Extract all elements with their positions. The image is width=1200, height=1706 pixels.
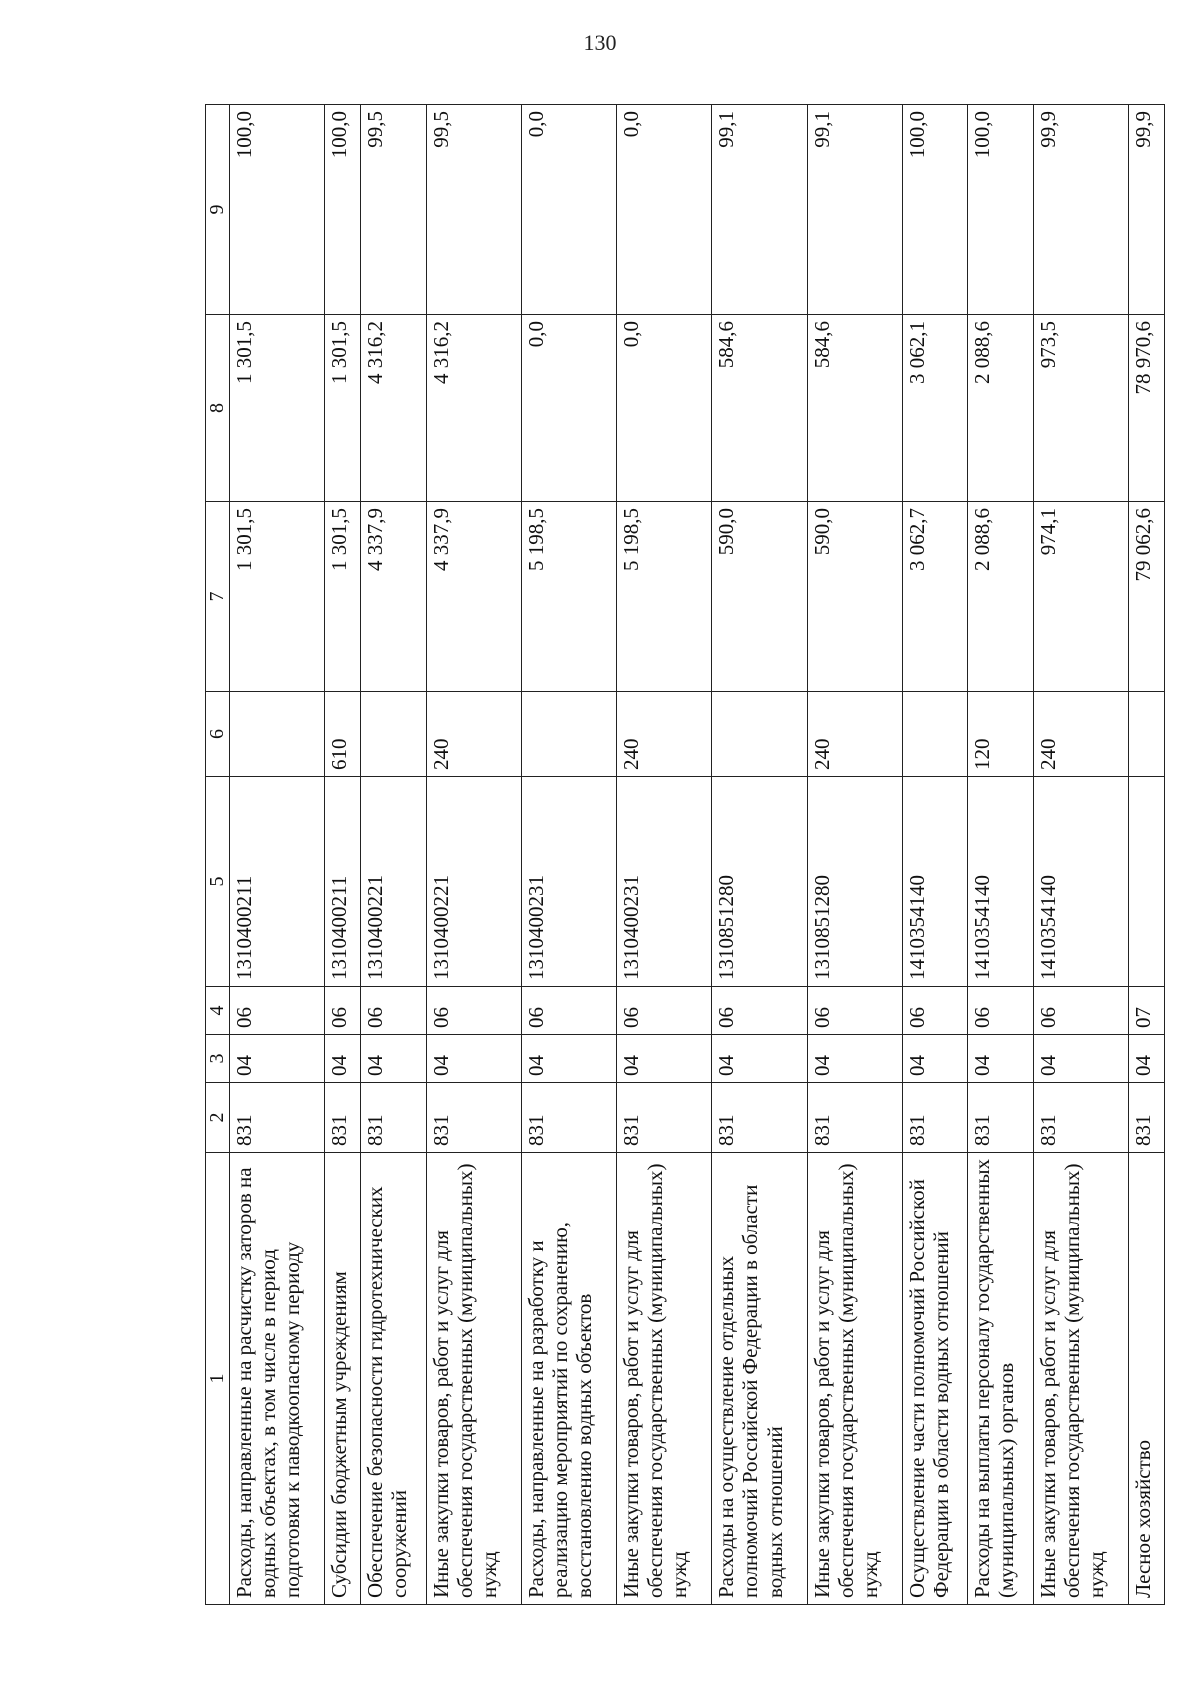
expense-type-cell: 240 <box>807 692 902 777</box>
target-article-cell: 1410354140 <box>902 777 968 987</box>
department-code-cell: 831 <box>1129 1083 1165 1153</box>
description-cell: Расходы, направленные на разработку и реализацию мероприятий по сохранению, восстановлению водных объектов <box>521 1153 616 1605</box>
expense-type-cell: 240 <box>617 692 712 777</box>
section-code-cell: 04 <box>426 1035 521 1083</box>
column-header: 1 <box>206 1153 230 1605</box>
percent-cell: 99,9 <box>1033 105 1128 315</box>
budget-table <box>205 104 1165 1605</box>
expense-type-cell <box>230 692 325 777</box>
actual-amount-cell: 0,0 <box>521 315 616 502</box>
expense-type-cell: 240 <box>1033 692 1128 777</box>
department-code-cell: 831 <box>712 1083 807 1153</box>
target-article-cell: 1310400221 <box>361 777 427 987</box>
section-code-cell: 04 <box>1033 1035 1128 1083</box>
department-code-cell: 831 <box>902 1083 968 1153</box>
subsection-code-cell: 06 <box>325 987 361 1035</box>
percent-cell: 99,5 <box>361 105 427 315</box>
table-row <box>968 105 1034 1605</box>
target-article-cell: 1410354140 <box>1033 777 1128 987</box>
actual-amount-cell: 2 088,6 <box>968 315 1034 502</box>
actual-amount-cell: 3 062,1 <box>902 315 968 502</box>
section-code-cell: 04 <box>968 1035 1034 1083</box>
column-header: 2 <box>206 1083 230 1153</box>
percent-cell: 100,0 <box>230 105 325 315</box>
section-code-cell: 04 <box>361 1035 427 1083</box>
expense-type-cell <box>712 692 807 777</box>
header-row <box>206 105 230 1605</box>
subsection-code-cell: 06 <box>617 987 712 1035</box>
department-code-cell: 831 <box>325 1083 361 1153</box>
description-cell: Иные закупки товаров, работ и услуг для обеспечения государственных (муниципальных) нужд <box>617 1153 712 1605</box>
actual-amount-cell: 0,0 <box>617 315 712 502</box>
subsection-code-cell: 06 <box>521 987 616 1035</box>
percent-cell: 0,0 <box>617 105 712 315</box>
target-article-cell <box>1129 777 1165 987</box>
expense-type-cell: 240 <box>426 692 521 777</box>
percent-cell: 99,9 <box>1129 105 1165 315</box>
subsection-code-cell: 06 <box>807 987 902 1035</box>
description-cell: Расходы на выплаты персоналу государственных (муниципальных) органов <box>968 1153 1034 1605</box>
description-cell: Расходы, направленные на расчистку заторов на водных объектах, в том числе в период подготовки к паводкоопасному периоду <box>230 1153 325 1605</box>
actual-amount-cell: 584,6 <box>712 315 807 502</box>
column-header: 4 <box>206 987 230 1035</box>
target-article-cell: 1310400221 <box>426 777 521 987</box>
section-code-cell: 04 <box>712 1035 807 1083</box>
actual-amount-cell: 4 316,2 <box>426 315 521 502</box>
planned-amount-cell: 1 301,5 <box>230 502 325 692</box>
table-row <box>230 105 325 1605</box>
planned-amount-cell: 4 337,9 <box>426 502 521 692</box>
department-code-cell: 831 <box>361 1083 427 1153</box>
department-code-cell: 831 <box>521 1083 616 1153</box>
planned-amount-cell: 974,1 <box>1033 502 1128 692</box>
planned-amount-cell: 4 337,9 <box>361 502 427 692</box>
department-code-cell: 831 <box>807 1083 902 1153</box>
description-cell: Иные закупки товаров, работ и услуг для обеспечения государственных (муниципальных) нужд <box>807 1153 902 1605</box>
section-code-cell: 04 <box>1129 1035 1165 1083</box>
table-row <box>1129 105 1165 1605</box>
section-code-cell: 04 <box>902 1035 968 1083</box>
table-body <box>230 105 1165 1605</box>
table-row <box>521 105 616 1605</box>
percent-cell: 99,1 <box>807 105 902 315</box>
department-code-cell: 831 <box>617 1083 712 1153</box>
column-header: 9 <box>206 105 230 315</box>
rotated-table-container <box>205 105 1165 1605</box>
table-row <box>617 105 712 1605</box>
description-cell: Обеспечение безопасности гидротехнических сооружений <box>361 1153 427 1605</box>
table-row <box>426 105 521 1605</box>
subsection-code-cell: 07 <box>1129 987 1165 1035</box>
section-code-cell: 04 <box>521 1035 616 1083</box>
actual-amount-cell: 584,6 <box>807 315 902 502</box>
column-header: 6 <box>206 692 230 777</box>
planned-amount-cell: 79 062,6 <box>1129 502 1165 692</box>
table-row <box>361 105 427 1605</box>
percent-cell: 99,5 <box>426 105 521 315</box>
target-article-cell: 1310400211 <box>230 777 325 987</box>
column-header: 7 <box>206 502 230 692</box>
target-article-cell: 1410354140 <box>968 777 1034 987</box>
expense-type-cell <box>1129 692 1165 777</box>
actual-amount-cell: 4 316,2 <box>361 315 427 502</box>
percent-cell: 100,0 <box>325 105 361 315</box>
section-code-cell: 04 <box>325 1035 361 1083</box>
table-row <box>807 105 902 1605</box>
table-row <box>902 105 968 1605</box>
subsection-code-cell: 06 <box>1033 987 1128 1035</box>
actual-amount-cell: 1 301,5 <box>230 315 325 502</box>
subsection-code-cell: 06 <box>361 987 427 1035</box>
table-row <box>1033 105 1128 1605</box>
expense-type-cell: 610 <box>325 692 361 777</box>
planned-amount-cell: 590,0 <box>807 502 902 692</box>
subsection-code-cell: 06 <box>712 987 807 1035</box>
percent-cell: 100,0 <box>902 105 968 315</box>
description-cell: Расходы на осуществление отдельных полномочий Российской Федерации в области водных отношений <box>712 1153 807 1605</box>
expense-type-cell <box>361 692 427 777</box>
column-header: 3 <box>206 1035 230 1083</box>
table-row <box>325 105 361 1605</box>
expense-type-cell <box>902 692 968 777</box>
subsection-code-cell: 06 <box>968 987 1034 1035</box>
planned-amount-cell: 3 062,7 <box>902 502 968 692</box>
description-cell: Субсидии бюджетным учреждениям <box>325 1153 361 1605</box>
department-code-cell: 831 <box>426 1083 521 1153</box>
target-article-cell: 1310851280 <box>807 777 902 987</box>
section-code-cell: 04 <box>617 1035 712 1083</box>
department-code-cell: 831 <box>968 1083 1034 1153</box>
planned-amount-cell: 5 198,5 <box>521 502 616 692</box>
department-code-cell: 831 <box>1033 1083 1128 1153</box>
department-code-cell: 831 <box>230 1083 325 1153</box>
actual-amount-cell: 973,5 <box>1033 315 1128 502</box>
target-article-cell: 1310851280 <box>712 777 807 987</box>
expense-type-cell <box>521 692 616 777</box>
actual-amount-cell: 1 301,5 <box>325 315 361 502</box>
target-article-cell: 1310400231 <box>617 777 712 987</box>
subsection-code-cell: 06 <box>426 987 521 1035</box>
target-article-cell: 1310400231 <box>521 777 616 987</box>
description-cell: Осуществление части полномочий Российской Федерации в области водных отношений <box>902 1153 968 1605</box>
column-header: 5 <box>206 777 230 987</box>
description-cell: Иные закупки товаров, работ и услуг для обеспечения государственных (муниципальных) нужд <box>426 1153 521 1605</box>
planned-amount-cell: 5 198,5 <box>617 502 712 692</box>
section-code-cell: 04 <box>807 1035 902 1083</box>
section-code-cell: 04 <box>230 1035 325 1083</box>
subsection-code-cell: 06 <box>902 987 968 1035</box>
page-number: 130 <box>583 30 617 55</box>
expense-type-cell: 120 <box>968 692 1034 777</box>
percent-cell: 99,1 <box>712 105 807 315</box>
percent-cell: 0,0 <box>521 105 616 315</box>
percent-cell: 100,0 <box>968 105 1034 315</box>
actual-amount-cell: 78 970,6 <box>1129 315 1165 502</box>
table-row <box>712 105 807 1605</box>
planned-amount-cell: 1 301,5 <box>325 502 361 692</box>
planned-amount-cell: 2 088,6 <box>968 502 1034 692</box>
target-article-cell: 1310400211 <box>325 777 361 987</box>
description-cell: Лесное хозяйство <box>1129 1153 1165 1605</box>
subsection-code-cell: 06 <box>230 987 325 1035</box>
planned-amount-cell: 590,0 <box>712 502 807 692</box>
column-header: 8 <box>206 315 230 502</box>
description-cell: Иные закупки товаров, работ и услуг для обеспечения государственных (муниципальных) нужд <box>1033 1153 1128 1605</box>
